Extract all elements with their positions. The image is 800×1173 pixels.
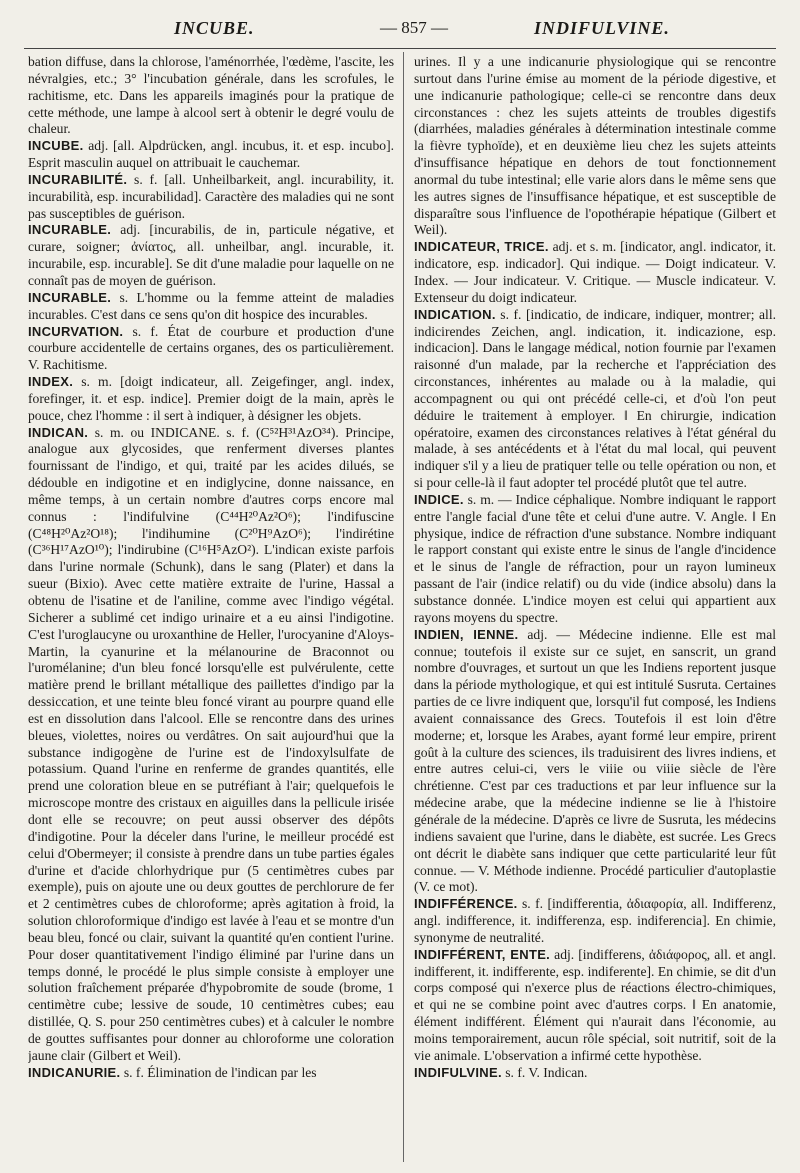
page-number: — 857 — [380, 18, 448, 37]
entry-body: adj. [indifferens, ἀδιάφορος, all. et angl. indifferent, it. indifferente, esp. indiferente]. En chimie, se dit d'un corps composé qui n'exerce plus de réactions électro-chimiques, et qui ne se combine point avec d'autres corps. ‖ En anatomie, élément indifférent. Élément qui n'aurait dans l'économie, au moins temporairement, aucun rôle spécial, soit nutritif, soit de la vie animale. L'observation a infirmé cette hypothèse. [414, 946, 776, 1063]
entry-headword: INDICAN. [28, 424, 89, 440]
entry-body: s. f. Élimination de l'indican par les [120, 1064, 317, 1080]
entry-paragraph [28, 425, 394, 1065]
entry-paragraph [414, 492, 776, 627]
right-column [414, 54, 776, 1164]
entry-paragraph [414, 627, 776, 897]
column-divider [403, 52, 404, 1162]
entry-paragraph [28, 138, 394, 172]
entry-headword: INCURABLE. [28, 289, 112, 305]
entry-paragraph [28, 1065, 394, 1082]
entry-paragraph [28, 374, 394, 425]
entry-headword: INDICANURIE. [28, 1064, 121, 1080]
entry-headword: INDEX. [28, 374, 74, 390]
entry-body: urines. Il y a une indicanurie physiologique qui se rencontre surtout dans l'urine émise au moment de la période digestive, et une indicanurie pathologique; celle-ci se rencontre dans deux circonstances : chez les sujets atteints de troubles digestifs (diarrhées, maladies générales à détermination intestinale comme la fièvre typhoïde), et en deuxième lieu chez les sujets atteints d'insuffisance hépatique en dehors de tout fonctionnement anormal du tube intestinal; elle varie alors dans le même sens que les autres signes de l'insuffisance hépatique, et est susceptible de disparaître sous l'influence de l'opothérapie hépatique (Gilbert et Weil). [414, 54, 776, 238]
entry-headword: INDICE. [414, 491, 464, 507]
entry-headword: INDIFFÉRENT, ENTE. [414, 946, 551, 962]
entry-headword: INCURABLE. [28, 222, 112, 238]
entry-paragraph [28, 172, 394, 223]
entry-paragraph [414, 307, 776, 492]
entry-paragraph [414, 896, 776, 947]
entry-headword: INDIEN, IENNE. [414, 626, 519, 642]
entry-body: s. m. ou INDICANE. s. f. (C⁵²H³¹AzO³⁴). Principe, analogue aux glycosides, que renferment diverses plantes fournissant de l'indigo, et qui, traité par les acides dilués, se dédouble en indigotine et en indiglycine, donne naissance, en même temps, à un certain nombre d'autres corps encore mal connus : l'indifulvine (C⁴⁴H²⁰Az²O⁶); l'indifuscine (C⁴⁸H²⁰Az²O¹⁸); l'indihumine (C²⁰H⁹AzO⁶); l'indirétine (C³⁶H¹⁷AzO¹⁰); l'indirubine (C¹⁶H⁵AzO²). L'indican existe parfois dans l'urine normale (Schunk), dans le sang (Plater) et dans la sueur (Bixio). Avec cette matière extraite de l'urine, Hassal a obtenu de l'isatine et de l'aniline, comme avec l'indigo végétal. Sicherer a sublimé cet indigo urinaire et a eu ainsi l'indigotine. C'est l'uroglaucyne ou uroxanthine de Heller, l'urocyanine d'Aloys-Martin, la cyanurine et la mélanourine de Braconnot ou l'uromélanine; d'un bleu foncé lorsqu'elle est pulvérulente, cette matière prend le brillant métallique des paillettes d'indigo par la dessiccation, et une teinte bleu foncé virant au pourpre quand elle est en dissolution dans l'alcool. Elle se rencontre dans des urines bleues, violettes, noires ou verdâtres. On sait aujourd'hui que la substance indigogène de l'urine est de l'indoxylsulfate de potassium. Quand l'urine en renferme de grandes quantités, elle prend une coloration bleue en se putréfiant à l'air; quelquefois le microscope montre des cristaux en aiguilles dans la pellicule irisée dont elle se recouvre; on peut aussi observer des dépôts d'indigotine. Pour la déceler dans l'urine, le meilleur procédé est celui d'Obermeyer; il consiste à prendre dans un tube parties égales d'urine et d'acide chlorhydrique pur (5 centimètres cubes par exemple), puis on ajoute une ou deux gouttes de perchlorure de fer et 2 centimètres cubes de chloroforme; après agitation à froid, la solution chloroformique d'indigo est lavée à l'eau et se montre d'un beau bleu, foncé ou clair, suivant la quantité qu'en contient l'urine. Pour doser quantitativement l'indigo éliminé par l'urine dans un temps donné, le procédé le plus simple consiste à employer une solution fraîchement préparée d'hypobromite de soude (brome, 1 centimètre cube; lessive de soude, 10 centimètres cubes; eau distillée, Q. S. pour 250 centimètres cubes) et à calculer le nombre de gouttes suffisantes pour donner au chloroforme une coloration jaune clair (Gilbert et Weil). [28, 424, 394, 1063]
entry-body: adj. [all. Alpdrücken, angl. incubus, it. et esp. incubo]. Esprit masculin auquel on attribuait le cauchemar. [28, 138, 394, 171]
entry-paragraph [414, 947, 776, 1065]
entry-paragraph [28, 222, 394, 289]
entry-body: s. m. [doigt indicateur, all. Zeigefinger, angl. index, forefinger, it. et esp. indice]. Premier doigt de la main, après le pouce, chez l'homme : il sert à indiquer, à désigner les objets. [28, 374, 394, 423]
entry-body: s. f. V. Indican. [501, 1064, 588, 1080]
entry-body: s. f. [indicatio, de indicare, indiquer, montrer; all. indicirendes Zeichen, angl. indication, it. indicazione, esp. indicacion]. Dans le langage médical, notion fournie par l'examen raisonné d'un malade, par la recherche et l'appréciation des circonstances, inhérentes au malade ou à la maladie, qui accompagnent ou qui ont précédé celle-ci, et d'où l'on peut déduire le traitement à employer. ‖ En chirurgie, indication opératoire, examen des circonstances relatives à l'état général du malade, à ses antécédents et à l'état du mal local, qui peuvent indiquer s'il y a lieu de pratiquer telle ou telle opération ou non, et si pour celle-là il faut adopter tel procédé plutôt que tel autre. [414, 306, 776, 491]
entry-body: s. f. [all. Unheilbarkeit, angl. incurability, it. incurabilità, esp. incurabilidad]. Caractère des maladies qui ne sont pas susceptibles de guérison. [28, 171, 394, 221]
entry-paragraph [414, 239, 776, 306]
entry-headword: INDICATEUR, TRICE. [414, 239, 549, 255]
entry-body: adj. et s. m. [indicator, angl. indicator, it. indicatore, esp. indicador]. Qui indique. — Doigt indicateur. V. Index. — Jour indicateur. V. Critique. — Muscle indicateur. V. Extenseur du doigt indicateur. [414, 239, 776, 305]
entry-body: adj. [incurabilis, de in, particule négative, et curare, soigner; ἀνίατος, all. unheilbar, angl. incurable, it. incurabile, esp. incurable]. Se dit d'une maladie pour laquelle on ne connaît pas de moyen de guérison. [28, 222, 394, 288]
entry-body: s. L'homme ou la femme atteint de maladies incurables. C'est dans ce sens qu'on dit hospice des incurables. [28, 289, 394, 322]
entry-paragraph [28, 54, 394, 138]
left-column [28, 54, 394, 1164]
entry-paragraph [28, 324, 394, 375]
entry-body: adj. — Médecine indienne. Elle est mal connue; toutefois il existe sur ce sujet, en sanscrit, un grand nombre d'ouvrages, et surtout un que les Indiens reportent jusque dans la période mythologique, et qui est intitulé Susruta. Certaines parties de ce livre indiquent que, lorsqu'il fut composé, les Indiens avaient connaissance des Grecs. Toutefois il est loin d'être moderne; et, lorsque les Arabes, ayant formé leur empire, prirent goût à la culture des sciences, ils traduisirent des livres indiens, et entre autres celui-ci, vers le viiie ou viiie siècle de l'ère chrétienne. C'est par ces traductions et par leur influence sur la médecine arabe, que la médecine indienne se lie à l'histoire générale de la médecine. D'après ce livre de Susruta, les médecins indiens savaient que l'urine, dans le diabète, est sucrée. Les Grecs ont décrit le diabète sans indiquer que cette particularité leur fût connue. — V. Méthode indienne. Procédé particulier d'autoplastie (V. ce mot). [414, 626, 776, 895]
entry-headword: INCURABILITÉ. [28, 171, 128, 187]
entry-paragraph [28, 290, 394, 324]
entry-body: s. f. État de courbure et production d'une courbure accidentelle de certains organes, des os particulièrement. V. Rachitisme. [28, 323, 394, 373]
header-first-word: INCUBE. [174, 18, 255, 38]
entry-headword: INCUBE. [28, 138, 84, 154]
entry-body: s. f. [indifferentia, ἀδιαφορία, all. Indifferenz, angl. indifference, it. indifferenza, esp. indiferencia]. En chimie, synonyme de neutralité. [414, 896, 776, 945]
entry-headword: INDIFFÉRENCE. [414, 896, 518, 912]
entry-body: bation diffuse, dans la chlorose, l'aménorrhée, l'œdème, l'ascite, les névralgies, etc.; 3° l'incubation générale, dans les scrofules, le rachitisme, etc. Dans les appareils imaginés pour la pratique de cette méthode, une lampe à alcool sert à obtenir le degré voulu de chaleur. [28, 54, 394, 137]
entry-paragraph [414, 54, 776, 239]
entry-headword: INDIFULVINE. [414, 1064, 502, 1080]
entry-headword: INDICATION. [414, 306, 496, 322]
entry-body: s. m. — Indice céphalique. Nombre indiquant le rapport entre l'angle facial d'une tête et celui d'une autre. V. Angle. ‖ En physique, indice de réfraction d'une substance. Nombre indiquant le rapport constant qui existe entre le sinus de l'angle d'incidence et le sinus de l'angle de réfraction, pour un rayon lumineux passant de l'air (indice relatif) ou du vide (indice absolu) dans la substance donnée. L'indice moyen est celui qui appartient aux rayons moyens du spectre. [414, 491, 776, 625]
entry-paragraph [414, 1065, 776, 1082]
entry-headword: INCURVATION. [28, 323, 124, 339]
page-header [24, 18, 776, 49]
header-last-word: INDIFULVINE. [534, 18, 670, 38]
